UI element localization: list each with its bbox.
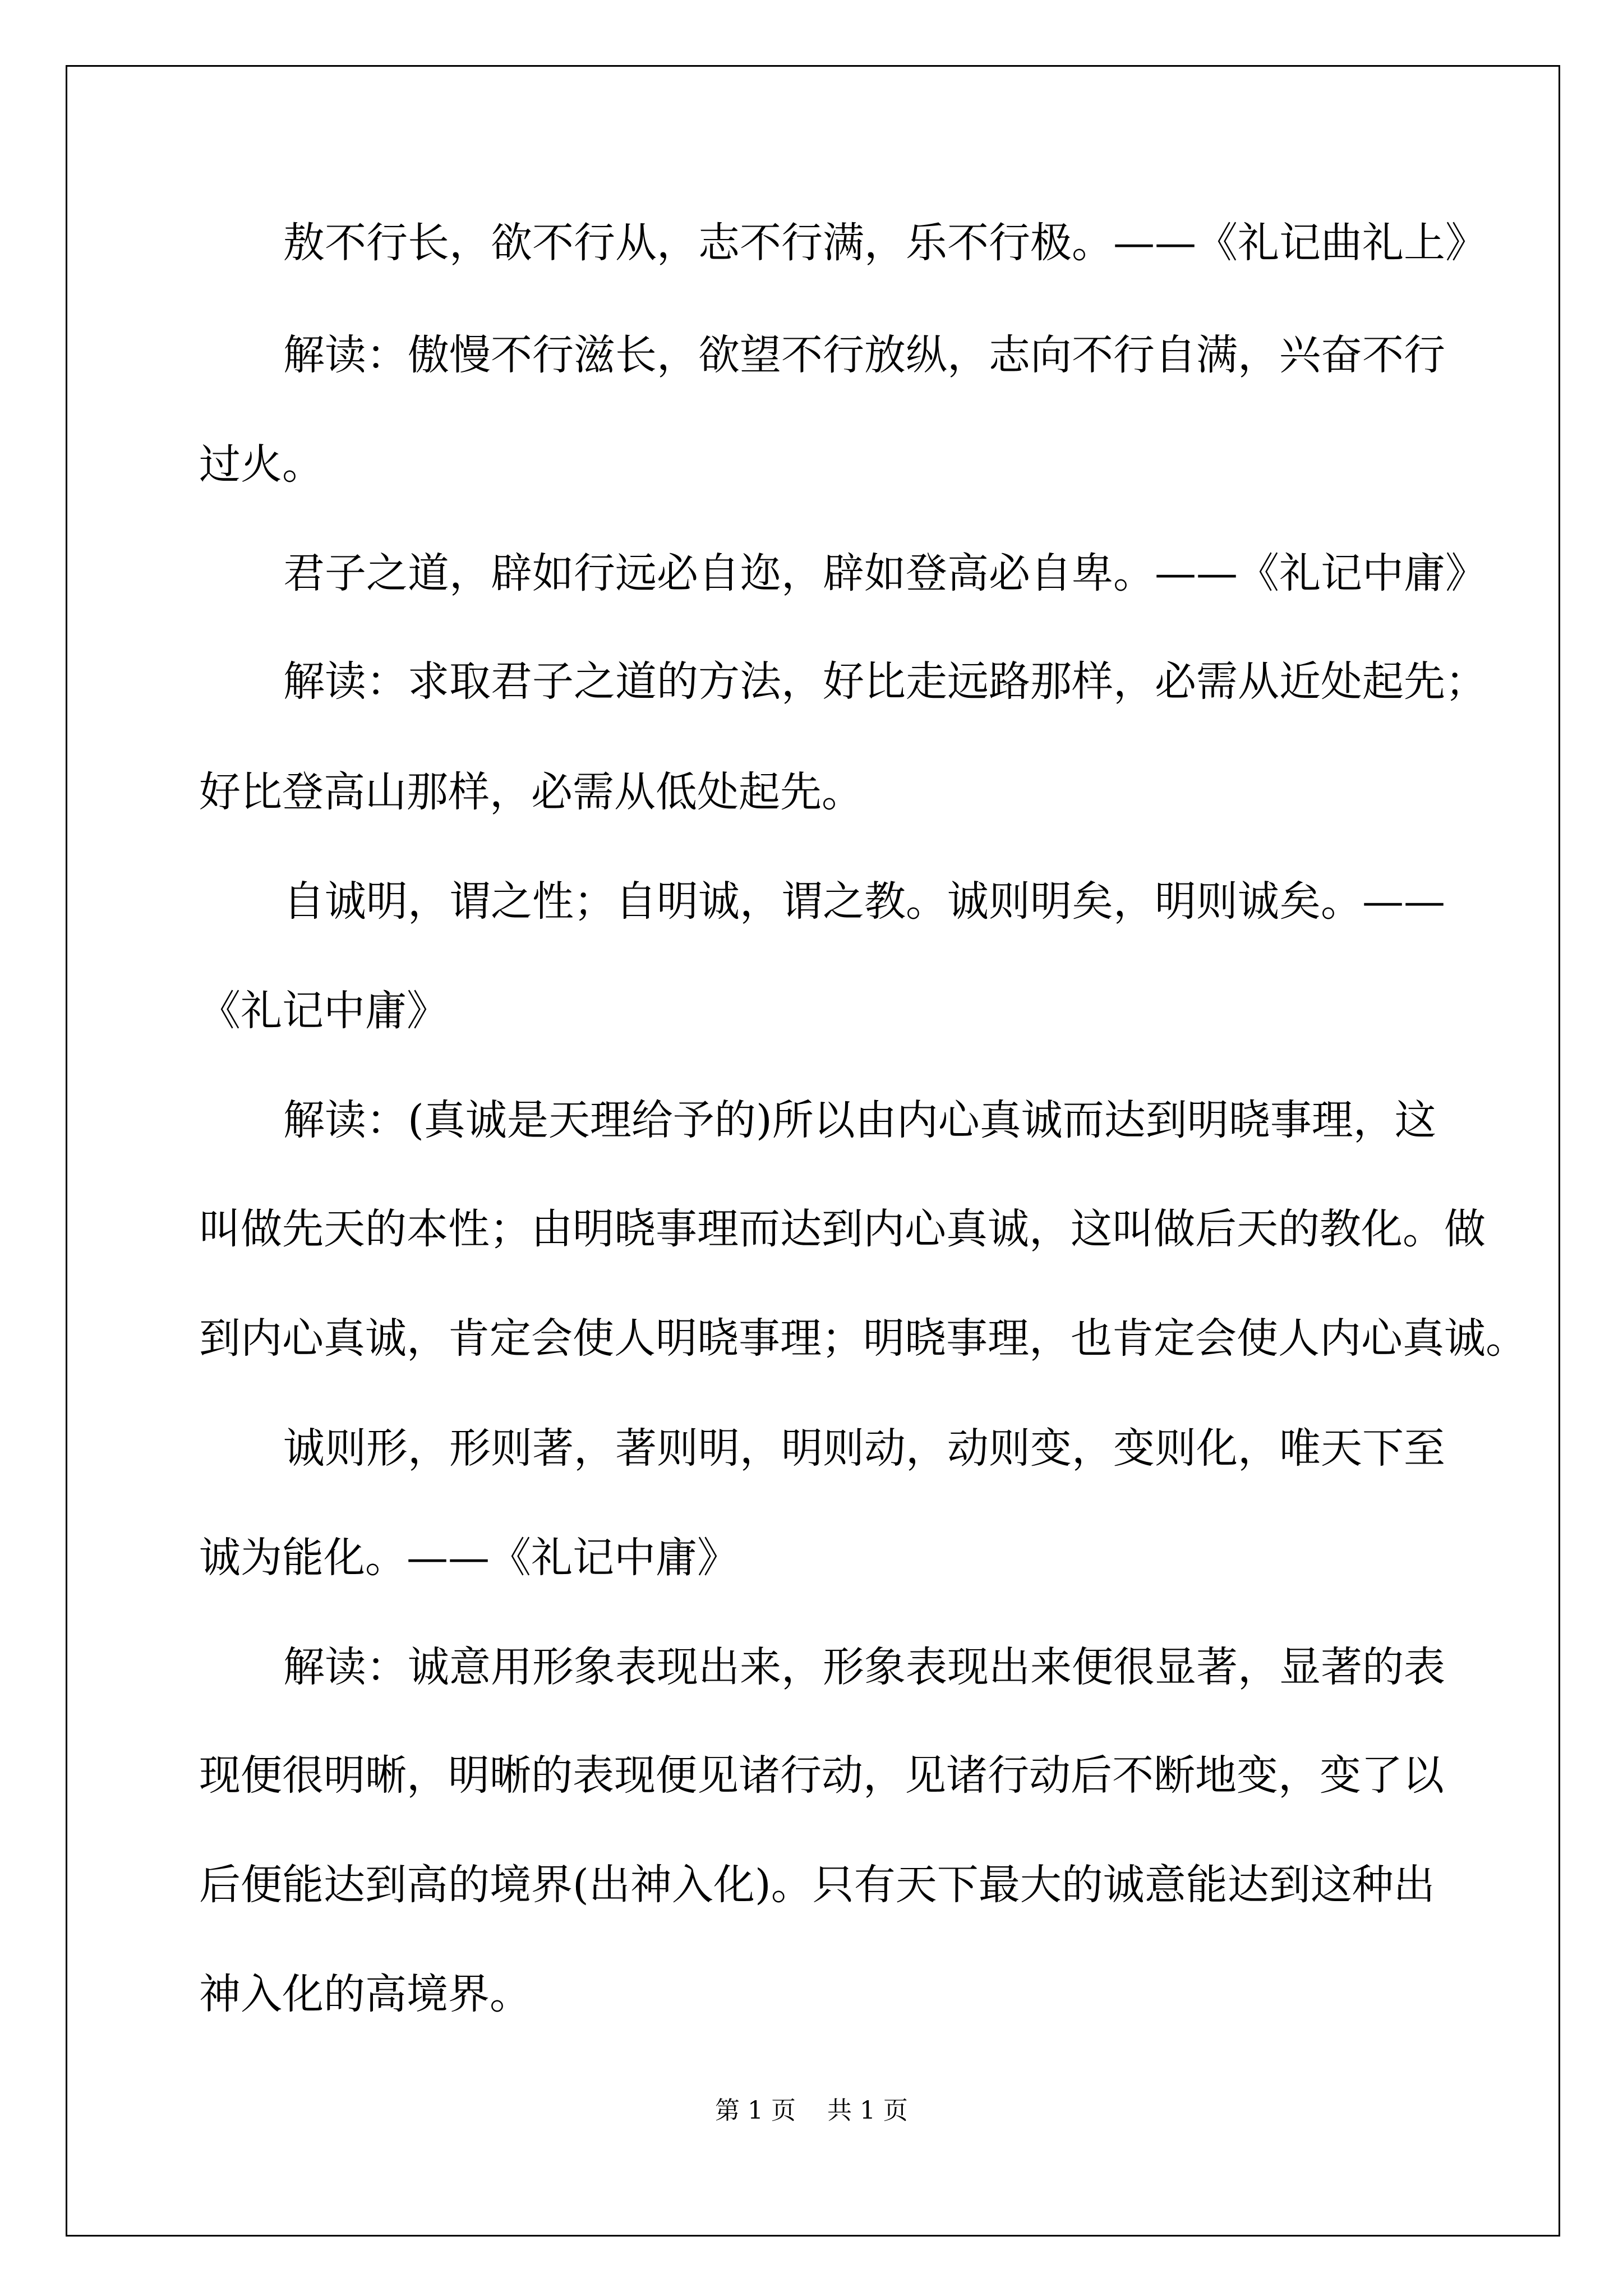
paragraph-6-line-2: 叫做先天的本性；由明晓事理而达到内心真诚，这叫做后天的教化。做 — [199, 1205, 1486, 1253]
paragraph-6-line-3: 到内心真诚，肯定会使人明晓事理；明晓事理，也肯定会使人内心真诚。 — [199, 1314, 1527, 1363]
paragraph-7-line-2: 诚为能化。——《礼记中庸》 — [199, 1534, 739, 1582]
paragraph-8-line-1: 解读：诚意用形象表现出来，形象表现出来便很显著，显著的表 — [283, 1643, 1445, 1691]
paragraph-7-line-1: 诚则形，形则著，著则明，明则动，动则变，变则化，唯天下至 — [283, 1424, 1445, 1473]
page-footer: 第 1 页 共 1 页 — [715, 2096, 908, 2125]
paragraph-5-line-1: 自诚明，谓之性；自明诚，谓之教。诚则明矣，明则诚矣。—— — [283, 877, 1445, 926]
paragraph-6-line-1: 解读：(真诚是天理给予的)所以由内心真诚而达到明晓事理，这 — [283, 1096, 1436, 1144]
paragraph-8-line-2: 现便很明晰，明晰的表现便见诸行动，见诸行动后不断地变，变了以 — [199, 1751, 1444, 1800]
paragraph-2-line-2: 过火。 — [199, 440, 324, 489]
paragraph-5-line-2: 《礼记中庸》 — [199, 987, 448, 1035]
paragraph-1-line-1: 敖不行长，欲不行从，志不行满，乐不行极。——《礼记曲礼上》 — [283, 219, 1487, 267]
paragraph-2-line-1: 解读：傲慢不行滋长，欲望不行放纵，志向不行自满，兴奋不行 — [283, 331, 1445, 379]
paragraph-4-line-2: 好比登高山那样，必需从低处起先。 — [199, 768, 863, 816]
paragraph-3-line-1: 君子之道，辟如行远必自迩，辟如登高必自卑。——《礼记中庸》 — [283, 549, 1487, 597]
paragraph-4-line-1: 解读：求取君子之道的方法，好比走远路那样，必需从近处起先； — [283, 657, 1487, 706]
paragraph-8-line-4: 神入化的高境界。 — [199, 1970, 531, 2018]
paragraph-8-line-3: 后便能达到高的境界(出神入化)。只有天下最大的诚意能达到这种出 — [199, 1861, 1435, 1909]
